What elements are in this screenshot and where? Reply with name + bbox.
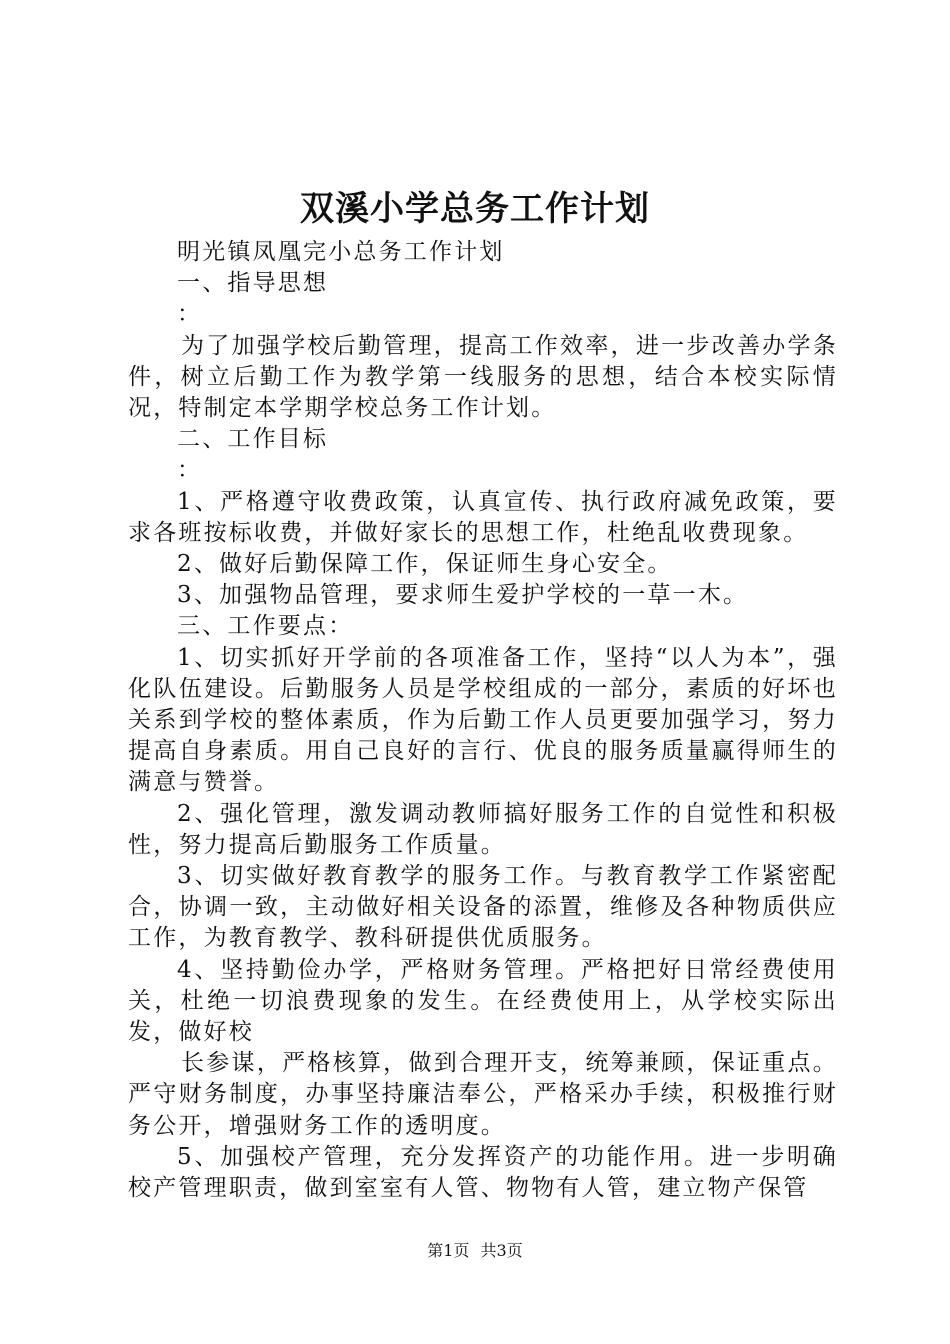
paragraph: 长参谋，严格核算，做到合理开支，统筹兼顾，保证重点。严守财务制度，办事坚持廉洁奉公，严格采办手续，积极推行财务公开，增强财务工作的透明度。 (128, 1050, 838, 1139)
page-total: 共3页 (480, 1241, 523, 1260)
section-heading-1: 一、指导思想 (177, 270, 329, 297)
section-colon: ： (177, 301, 203, 328)
paragraph-subtitle: 明光镇凤凰完小总务工作计划 (177, 239, 505, 265)
page-footer (0, 1240, 950, 1262)
paragraph: 为了加强学校后勤管理，提高工作效率，进一步改善办学条件，树立后勤工作为教学第一线服务的思想，结合本校实际情况，特制定本学期学校总务工作计划。 (128, 332, 838, 422)
paragraph: 2、强化管理，激发调动教师搞好服务工作的自觉性和积极性，努力提高后勤服务工作质量。 (128, 800, 838, 858)
paragraph: 3、切实做好教育教学的服务工作。与教育教学工作紧密配合，协调一致，主动做好相关设备的添置，维修及各种物质供应工作，为教育教学、教科研提供优质服务。 (128, 863, 838, 952)
section-colon: ： (177, 457, 203, 484)
paragraph: 1、切实抓好开学前的各项准备工作，坚持“以人为本”，强化队伍建设。后勤服务人员是学校组成的一部分，素质的好坏也关系到学校的整体素质，作为后勤工作人员更要加强学习，努力提高自身素质。用自己良好的言行、优良的服务质量赢得师生的满意与赞誉。 (128, 644, 838, 796)
page-number: 第1页 (427, 1241, 470, 1260)
section-heading-3: 三、工作要点： (177, 613, 354, 640)
paragraph: 3、加强物品管理，要求师生爱护学校的一草一木。 (177, 582, 749, 609)
document-body (128, 237, 838, 1204)
paragraph: 4、坚持勤俭办学，严格财务管理。严格把好日常经费使用关，杜绝一切浪费现象的发生。在经费使用上，从学校实际出发，做好校 (128, 956, 838, 1046)
paragraph: 1、严格遵守收费政策，认真宣传、执行政府减免政策，要求各班按标收费，并做好家长的思想工作，杜绝乱收费现象。 (128, 488, 838, 546)
paragraph: 5、加强校产管理，充分发挥资产的功能作用。进一步明确校产管理职责，做到室室有人管、物物有人管，建立物产保管 (128, 1143, 838, 1202)
paragraph: 2、做好后勤保障工作，保证师生身心安全。 (177, 551, 673, 578)
section-heading-2: 二、工作目标 (177, 426, 329, 453)
document-title: 双溪小学总务工作计划 (300, 189, 650, 229)
